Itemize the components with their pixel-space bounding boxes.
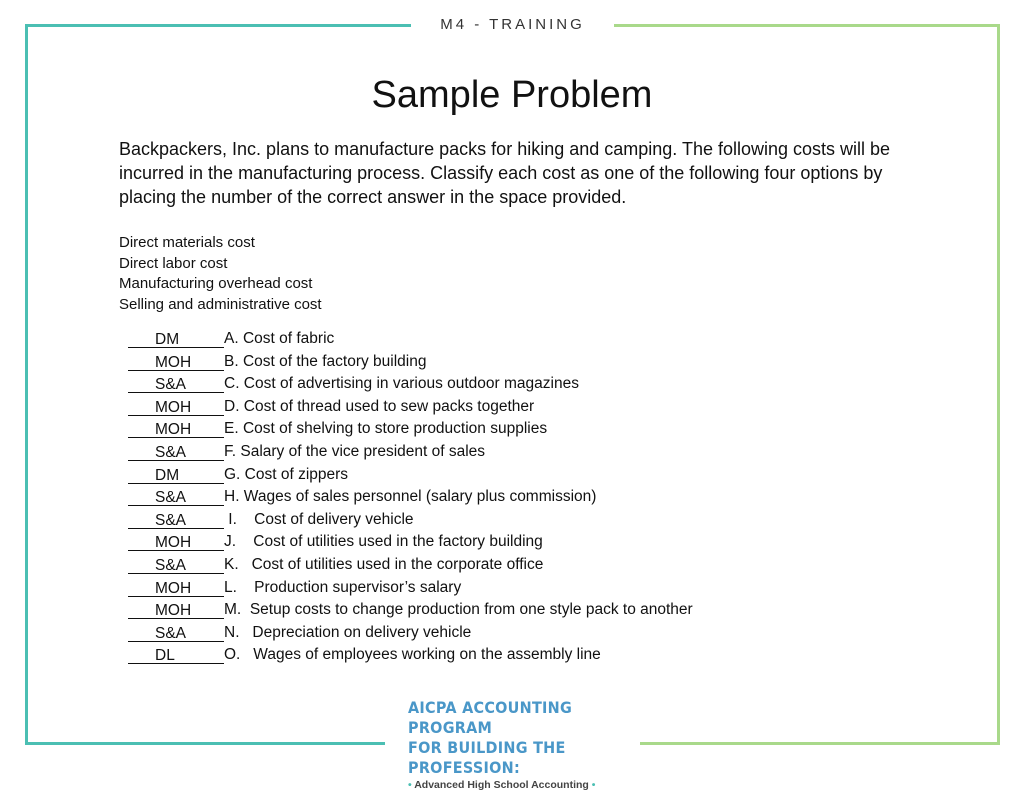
answer-row [128, 556, 693, 579]
answer-row [128, 624, 693, 647]
answer-list [128, 330, 693, 669]
frame-bottom-right [640, 742, 1000, 745]
logo-line-1: AICPA ACCOUNTING PROGRAM [408, 698, 573, 737]
answer-row [128, 601, 693, 624]
answer-value: MOH [155, 398, 192, 416]
answer-blank[interactable] [128, 579, 224, 597]
section-label: M4 - TRAINING [440, 16, 585, 33]
answer-row [128, 466, 693, 489]
answer-blank[interactable] [128, 443, 224, 461]
frame-bottom-left [25, 742, 385, 745]
item-text: B. Cost of the factory building [224, 352, 427, 370]
frame-left [25, 24, 28, 745]
answer-row [128, 533, 693, 556]
answer-value: S&A [155, 376, 187, 394]
item-text: N. Depreciation on delivery vehicle [224, 623, 472, 641]
answer-blank[interactable] [128, 533, 224, 551]
item-text: C. Cost of advertising in various outdoor magazines [224, 375, 579, 393]
answer-blank[interactable] [128, 646, 224, 664]
logo-line-2: FOR BUILDING THE PROFESSION: [408, 738, 566, 777]
bullet-icon: • [408, 779, 412, 791]
aicpa-logo [408, 698, 628, 791]
answer-blank[interactable] [128, 466, 224, 484]
answer-row [128, 353, 693, 376]
answer-blank[interactable] [128, 420, 224, 438]
problem-intro: Backpackers, Inc. plans to manufacture packs for hiking and camping. The following costs will be incurred in the manufacturing process. Classify each cost as one of the following four options by placing the number of the correct answer in the space provided. [119, 139, 891, 207]
classification-options [119, 233, 322, 315]
page-title: Sample Problem [371, 74, 653, 116]
item-text: H. Wages of sales personnel (salary plus commission) [224, 488, 597, 506]
answer-blank[interactable] [128, 624, 224, 642]
item-text: K. Cost of utilities used in the corporate office [224, 555, 544, 573]
item-text: O. Wages of employees working on the assembly line [224, 646, 601, 664]
answer-row [128, 420, 693, 443]
answer-row [128, 443, 693, 466]
answer-value: S&A [155, 443, 187, 461]
answer-value: MOH [155, 534, 192, 552]
logo-tagline [408, 779, 628, 791]
answer-value: MOH [155, 353, 192, 371]
item-text: M. Setup costs to change production from one style pack to another [224, 601, 693, 619]
answer-blank[interactable] [128, 330, 224, 348]
answer-blank[interactable] [128, 556, 224, 574]
answer-row [128, 330, 693, 353]
answer-value: MOH [155, 579, 192, 597]
answer-row [128, 646, 693, 669]
item-text: I. Cost of delivery vehicle [224, 510, 414, 528]
option-item: Manufacturing overhead cost [119, 275, 313, 292]
answer-value: DM [155, 466, 180, 484]
answer-value: DL [155, 647, 175, 665]
answer-row [128, 511, 693, 534]
answer-value: DM [155, 331, 180, 348]
bullet-icon: • [591, 779, 596, 791]
answer-blank[interactable] [128, 398, 224, 416]
logo-line-3: Advanced High School Accounting [414, 779, 589, 791]
answer-value: S&A [155, 511, 187, 529]
answer-value: S&A [155, 556, 187, 574]
answer-row [128, 579, 693, 602]
item-text: G. Cost of zippers [224, 465, 349, 483]
answer-blank[interactable] [128, 601, 224, 619]
answer-blank[interactable] [128, 511, 224, 529]
answer-blank[interactable] [128, 488, 224, 506]
item-text: F. Salary of the vice president of sales [224, 442, 486, 460]
answer-row [128, 375, 693, 398]
item-text: J. Cost of utilities used in the factory building [224, 533, 543, 551]
answer-value: MOH [155, 602, 192, 620]
item-text: L. Production supervisor’s salary [224, 578, 462, 596]
answer-blank[interactable] [128, 353, 224, 371]
item-text: A. Cost of fabric [224, 330, 335, 347]
option-item: Selling and administrative cost [119, 295, 322, 313]
frame-right [997, 24, 1000, 745]
answer-value: S&A [155, 624, 187, 642]
item-text: D. Cost of thread used to sew packs together [224, 397, 535, 415]
item-text: E. Cost of shelving to store production supplies [224, 420, 548, 438]
answer-value: S&A [155, 489, 187, 507]
answer-value: MOH [155, 421, 192, 439]
answer-row [128, 398, 693, 421]
answer-blank[interactable] [128, 375, 224, 393]
option-item: Direct materials cost [119, 234, 255, 251]
answer-row [128, 488, 693, 511]
frame-top-left [25, 24, 411, 27]
frame-top-right [614, 24, 1000, 27]
option-item: Direct labor cost [119, 254, 228, 272]
